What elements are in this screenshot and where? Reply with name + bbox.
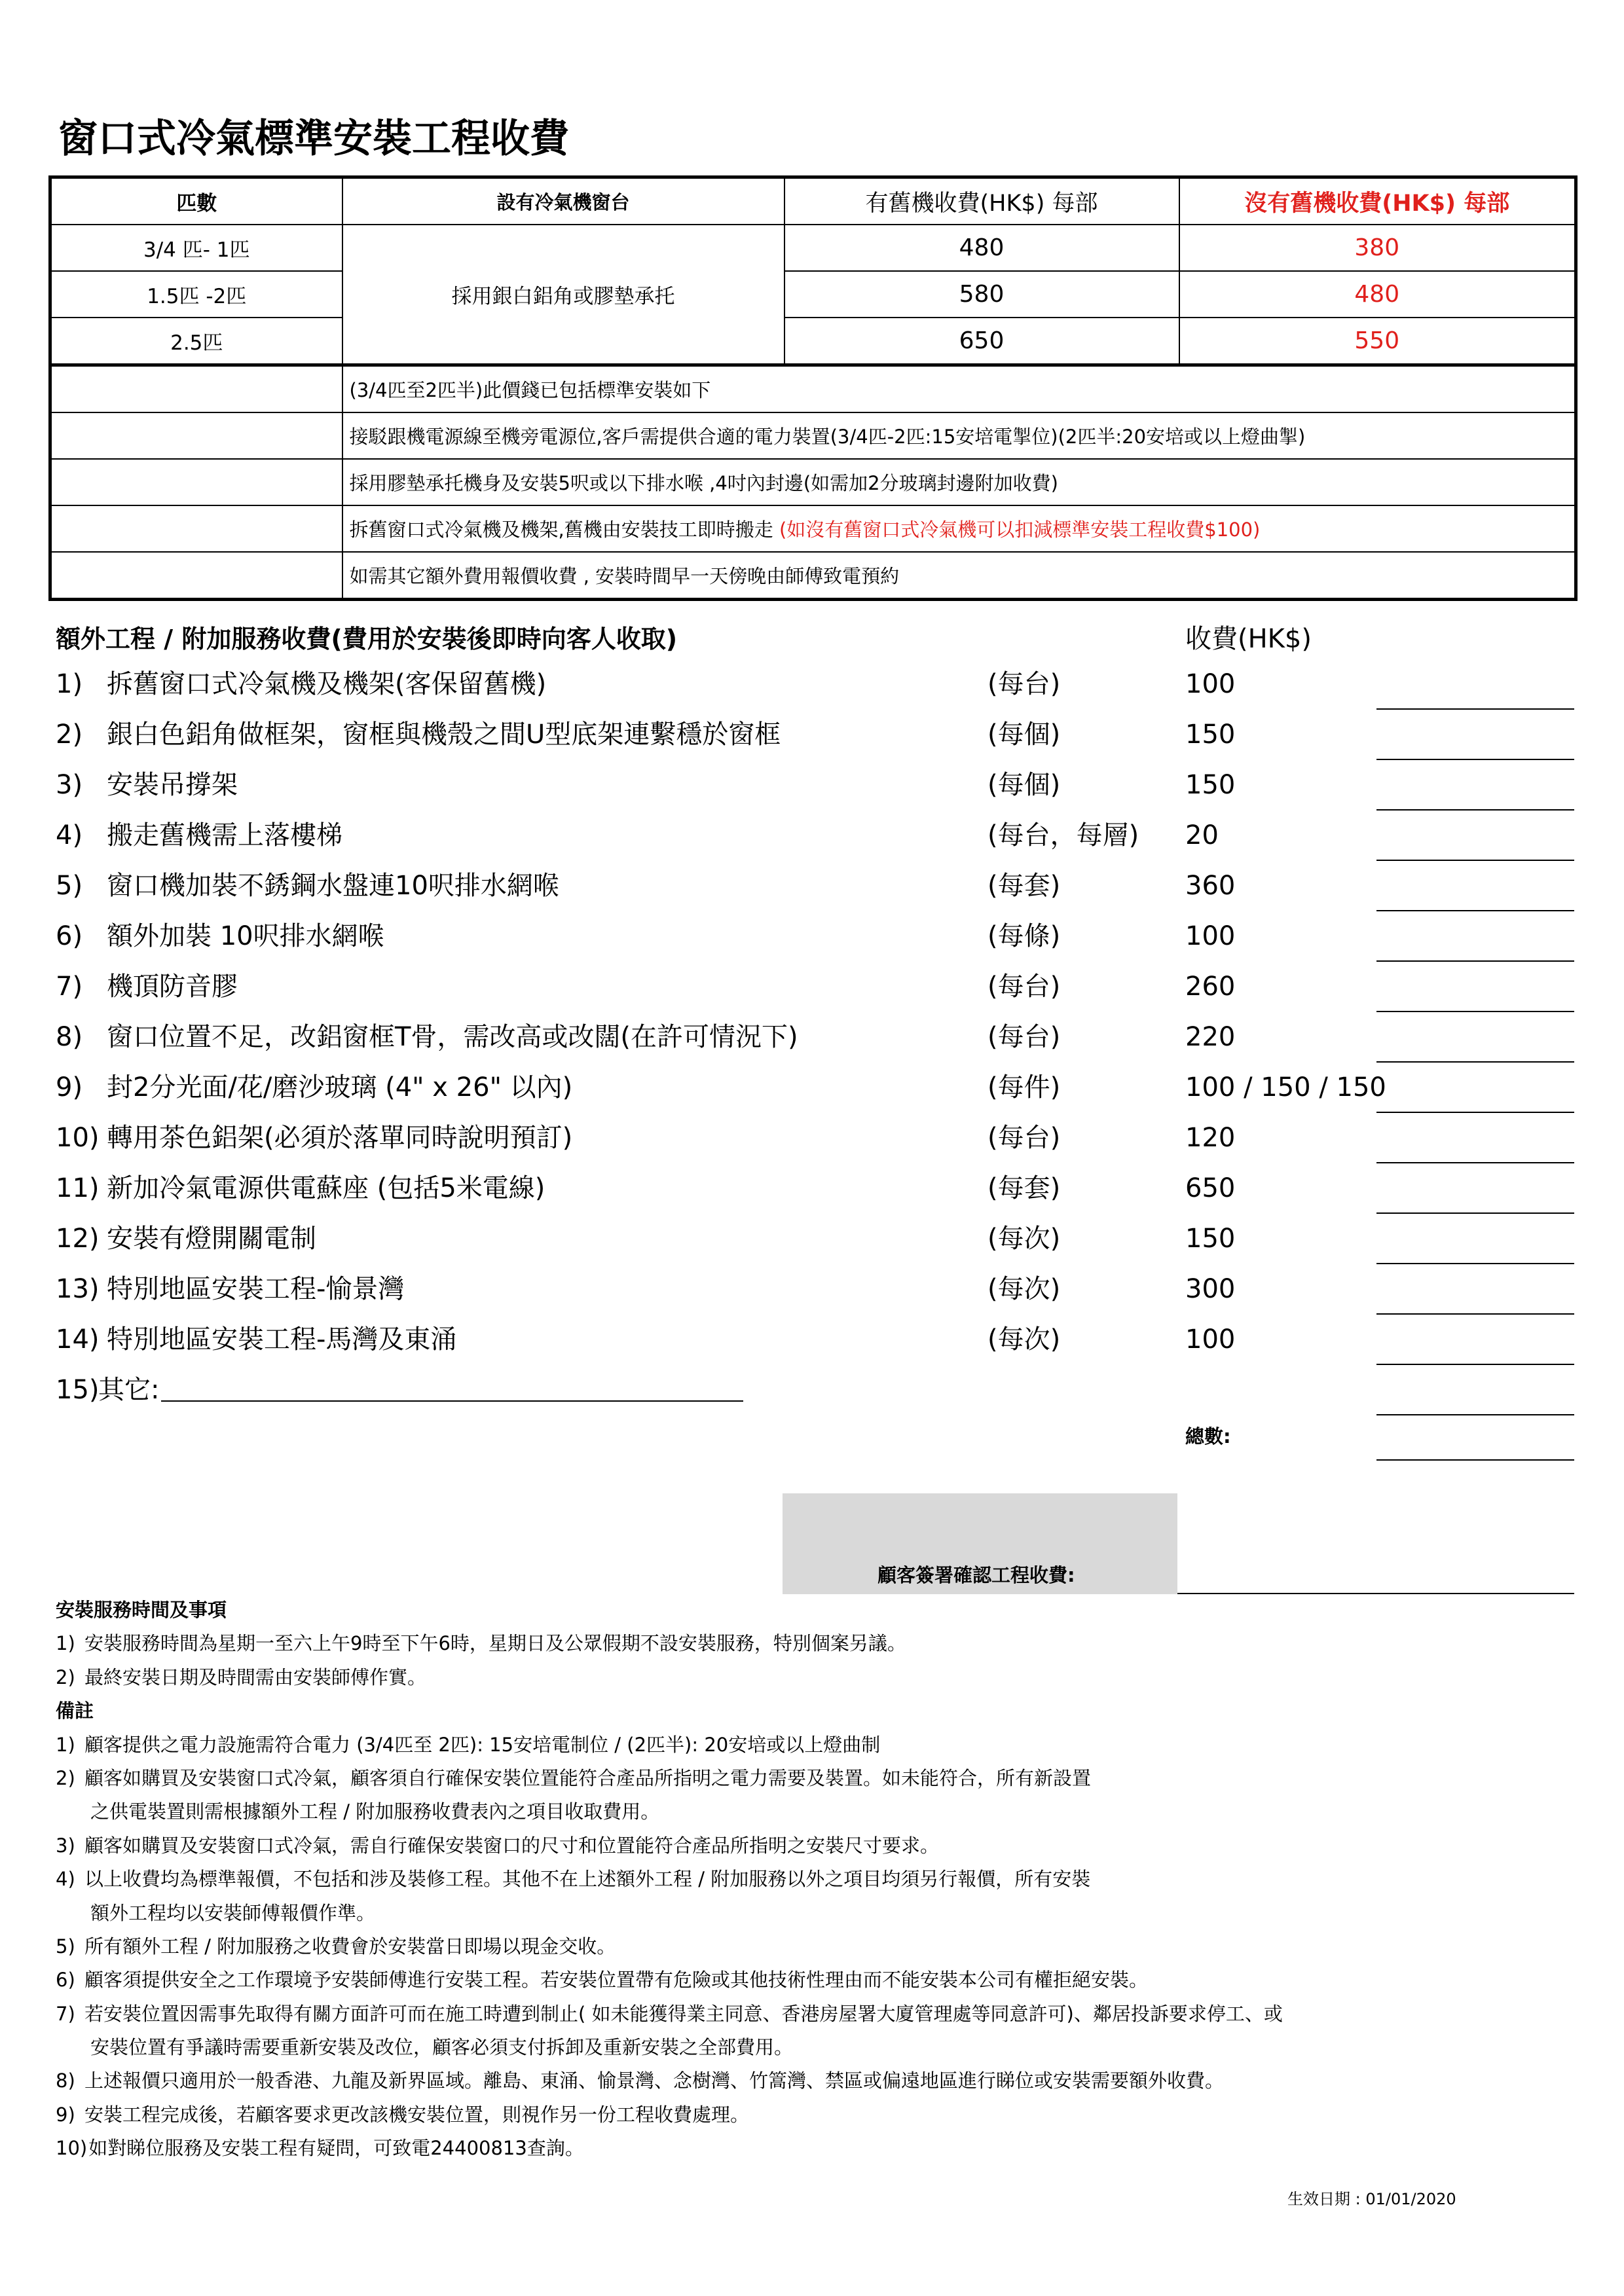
extra-item-row (0, 811, 1624, 861)
fee-column-heading: 收費(HK$) (1185, 624, 1312, 654)
remarks-item-line (56, 1863, 1562, 1896)
effective-date: 生效日期 : 01/01/2020 (1287, 2190, 1456, 2208)
extra-item-unit: (每台) (987, 1022, 1061, 1052)
extra-item-unit: (每個) (987, 770, 1061, 800)
header-bracket: 設有冷氣機窗台 (342, 177, 784, 225)
remarks-item-number: 9) (56, 2103, 75, 2126)
extra-item-unit: (每台) (987, 972, 1061, 1002)
extra-item-row (0, 1214, 1624, 1264)
extra-item-row (0, 1063, 1624, 1113)
remarks-item-text: 以上收費均為標準報價，不包括和涉及裝修工程。其他不在上述額外工程 / 附加服務以外之項目均須另行報價，所有安裝 (84, 1868, 1091, 1891)
service-item-number: 1) (56, 1632, 75, 1655)
extra-item-number: 5) (56, 871, 83, 901)
capacity-cell: 2.5匹 (50, 318, 342, 365)
price-without-old-cell: 550 (1179, 318, 1576, 365)
included-text: 如需其它額外費用報價收費 , 安裝時間早一天傍晚由師傅致電預約 (342, 552, 1576, 600)
remarks-item-number: 8) (56, 2069, 75, 2092)
signature-label: 顧客簽署確認工程收費: (877, 1564, 1075, 1586)
other-label: 其它: (98, 1375, 160, 1405)
extra-item-unit: (每次) (987, 1274, 1061, 1304)
price-with-old-cell: 480 (784, 225, 1179, 271)
extra-item-price: 360 (1185, 871, 1236, 901)
service-heading: 安裝服務時間及事項 (56, 1599, 227, 1621)
extra-item-row (0, 1163, 1624, 1214)
page-title: 窗口式冷氣標準安裝工程收費 (58, 116, 569, 162)
extra-item-number: 4) (56, 820, 83, 850)
included-text: 拆舊窗口式冷氣機及機架,舊機由安裝技工即時搬走 (349, 519, 779, 541)
remarks-item-text: 顧客如購買及安裝窗口式冷氣，需自行確保安裝窗口的尺寸和位置能符合產品所指明之安裝尺寸要求。 (84, 1834, 940, 1857)
extra-item-unit: (每套) (987, 1173, 1061, 1203)
remarks-item-number: 2) (56, 1766, 75, 1789)
extra-item-number: 9) (56, 1072, 83, 1102)
extras-heading: 額外工程 / 附加服務收費(費用於安裝後即時向客人收取) (56, 625, 678, 653)
extra-item-unit: (每套) (987, 871, 1061, 901)
blank-cell (50, 412, 342, 459)
extra-item-price: 120 (1185, 1123, 1236, 1153)
extra-item-row-other (0, 1365, 1624, 1415)
service-item-line (56, 1661, 1562, 1694)
remarks-item-number: 4) (56, 1868, 75, 1891)
extra-item-unit: (每個) (987, 720, 1061, 750)
extra-item-row (0, 861, 1624, 911)
extra-item-price: 300 (1185, 1274, 1236, 1304)
remarks-item-text: 顧客提供之電力設施需符合電力 (3/4匹至 2匹): 15安培電制位 / (2匹半): 20安培或以上燈曲制 (84, 1733, 881, 1756)
included-discount-note: (如沒有舊窗口式冷氣機可以扣減標準安裝工程收費$100) (779, 519, 1261, 541)
extra-item-description: 窗口機加裝不銹鋼水盤連10呎排水網喉 (107, 871, 559, 901)
included-text: 採用膠墊承托機身及安裝5呎或以下排水喉 ,4吋內封邊(如需加2分玻璃封邊附加收費) (342, 459, 1576, 505)
extra-item-row (0, 911, 1624, 962)
remarks-item-number: 3) (56, 1834, 75, 1857)
extra-item-amount-line (1376, 1414, 1574, 1415)
extra-item-unit: (每次) (987, 1324, 1061, 1355)
extra-item-number: 10) (56, 1123, 100, 1153)
extra-item-description: 額外加裝 10呎排水網喉 (107, 921, 384, 951)
included-text: (3/4匹至2匹半)此價錢已包括標準安裝如下 (342, 365, 1576, 413)
extra-item-description: 窗口位置不足，改鋁窗框T骨，需改高或改闊(在許可情況下) (107, 1022, 798, 1052)
remarks-item-line (56, 1930, 1562, 1963)
remarks-heading: 備註 (56, 1700, 94, 1722)
table-row (50, 225, 1576, 271)
extra-item-price: 220 (1185, 1022, 1236, 1052)
extra-item-row (0, 1315, 1624, 1365)
remarks-item-text: 如對睇位服務及安裝工程有疑問，可致電24400813查詢。 (88, 2137, 584, 2160)
extra-item-unit: (每次) (987, 1224, 1061, 1254)
extra-item-description: 安裝有燈開關電制 (107, 1224, 316, 1254)
service-item-text: 安裝服務時間為星期一至六上午9時至下午6時，星期日及公眾假期不設安裝服務，特別個案另議。 (84, 1632, 906, 1655)
bracket-method-cell: 採用銀白鋁角或膠墊承托 (342, 225, 784, 365)
extra-item-description: 特別地區安裝工程-愉景灣 (107, 1274, 405, 1304)
extra-item-row (0, 760, 1624, 811)
remarks-item-number: 7) (56, 2002, 75, 2025)
extra-item-description: 特別地區安裝工程-馬灣及東涌 (107, 1324, 457, 1355)
table-header-row (50, 177, 1576, 225)
remarks-item-line (56, 1829, 1562, 1863)
capacity-cell: 3/4 匹- 1匹 (50, 225, 342, 271)
remarks-item-line (56, 1762, 1562, 1795)
remarks-item-text: 上述報價只適用於一般香港、九龍及新界區域。離島、東涌、愉景灣、念樹灣、竹篙灣、禁區或偏遠地區進行睇位或安裝需要額外收費。 (84, 2069, 1225, 2092)
extra-item-unit: (每件) (987, 1072, 1061, 1102)
remarks-item-number: 6) (56, 1969, 75, 1992)
extra-item-description: 銀白色鋁角做框架，窗框與機殼之間U型底架連繫穩於窗框 (107, 720, 781, 750)
extra-item-row (0, 962, 1624, 1012)
extra-item-row (0, 659, 1624, 710)
remarks-item-text: 所有額外工程 / 附加服務之收費會於安裝當日即場以現金交收。 (84, 1935, 616, 1958)
header-price-without-old-unit: 沒有舊機收費(HK$) 每部 (1179, 177, 1576, 225)
extra-item-unit: (每台) (987, 1123, 1061, 1153)
included-row (50, 459, 1576, 505)
service-item-line (56, 1627, 1562, 1660)
total-label: 總數: (1185, 1425, 1231, 1448)
remarks-item-text: 顧客須提供安全之工作環境予安裝師傅進行安裝工程。若安裝位置帶有危險或其他技術性理由而不能安裝本公司有權拒絕安裝。 (84, 1969, 1149, 1992)
notes-section (56, 1594, 1562, 2166)
included-row (50, 365, 1576, 413)
remarks-item-line (56, 1728, 1562, 1762)
service-item-number: 2) (56, 1666, 75, 1688)
extra-item-price: 150 (1185, 720, 1236, 750)
capacity-cell: 1.5匹 -2匹 (50, 271, 342, 318)
extra-item-description: 機頂防音膠 (107, 972, 238, 1002)
remarks-item-line (56, 1963, 1562, 1997)
extra-item-number: 2) (56, 720, 83, 750)
extra-item-description: 搬走舊機需上落樓梯 (107, 820, 342, 850)
extra-item-price: 100 (1185, 669, 1236, 699)
service-item-text: 最終安裝日期及時間需由安裝師傅作實。 (84, 1666, 427, 1688)
extra-item-description: 新加冷氣電源供電蘇座 (包括5米電線) (107, 1173, 545, 1203)
remarks-item-number: 5) (56, 1935, 75, 1958)
extra-item-number: 14) (56, 1324, 100, 1355)
extra-item-number: 11) (56, 1173, 100, 1203)
extra-item-number: 3) (56, 770, 83, 800)
extra-item-price: 100 (1185, 1324, 1236, 1355)
header-price-with-old-unit: 有舊機收費(HK$) 每部 (784, 177, 1179, 225)
remarks-item-text: 若安裝位置因需事先取得有關方面許可而在施工時遭到制止( 如未能獲得業主同意、香港房屋署大廈管理處等同意許可)、鄰居投訴要求停工、或 (84, 2002, 1283, 2025)
price-without-old-cell: 480 (1179, 271, 1576, 318)
extra-item-description: 轉用茶色鋁架(必須於落單同時說明預訂) (107, 1123, 573, 1153)
remarks-item-text: 額外工程均以安裝師傅報價作準。 (90, 1901, 376, 1924)
extra-item-unit: (每台) (987, 669, 1061, 699)
extra-item-number: 13) (56, 1274, 100, 1304)
remarks-item-line (56, 1997, 1562, 2031)
extra-item-unit: (每條) (987, 921, 1061, 951)
price-without-old-cell: 380 (1179, 225, 1576, 271)
extra-item-number: 8) (56, 1022, 83, 1052)
included-cell (342, 505, 1576, 552)
header-capacity: 匹數 (50, 177, 342, 225)
blank-cell (50, 552, 342, 600)
price-with-old-cell: 650 (784, 318, 1179, 365)
blank-cell (50, 365, 342, 413)
extra-item-description: 安裝吊撐架 (107, 770, 238, 800)
included-row (50, 552, 1576, 600)
extra-item-row (0, 1012, 1624, 1063)
extra-item-price: 260 (1185, 972, 1236, 1002)
extra-item-description: 拆舊窗口式冷氣機及機架(客保留舊機) (107, 669, 547, 699)
total-amount-line (1376, 1459, 1574, 1461)
extra-item-price: 20 (1185, 820, 1219, 850)
remarks-item-text: 之供電裝置則需根據額外工程 / 附加服務收費表內之項目收取費用。 (90, 1800, 660, 1823)
extra-item-number: 6) (56, 921, 83, 951)
remarks-item-text: 顧客如購買及安裝窗口式冷氣，顧客須自行確保安裝位置能符合產品所指明之電力需要及裝置。如未能符合，所有新設置 (84, 1766, 1092, 1789)
remarks-item-number: 1) (56, 1733, 75, 1756)
remarks-item-line (56, 2132, 1562, 2165)
extra-item-number: 15) (56, 1375, 100, 1405)
standard-price-table (48, 175, 1578, 601)
blank-cell (50, 459, 342, 505)
extra-item-row (0, 710, 1624, 760)
signature-box (783, 1493, 1177, 1594)
remarks-item-line (56, 2064, 1562, 2098)
remarks-item-number: 10) (56, 2137, 88, 2160)
extras-list (0, 659, 1624, 1415)
remarks-item-text: 安裝位置有爭議時需要重新安裝及改位，顧客必須支付拆卸及重新安裝之全部費用。 (90, 2036, 794, 2059)
table-row (50, 271, 1576, 318)
extra-item-price: 150 (1185, 1224, 1236, 1254)
table-row (50, 318, 1576, 365)
extra-item-row (0, 1113, 1624, 1163)
extra-item-description: 封2分光面/花/磨沙玻璃 (4" x 26" 以內) (107, 1072, 573, 1102)
price-with-old-cell: 580 (784, 271, 1179, 318)
included-text: 接駁跟機電源線至機旁電源位,客戶需提供合適的電力裝置(3/4匹-2匹:15安培電掣位)(2匹半:20安培或以上燈曲掣) (342, 412, 1576, 459)
extra-item-number: 7) (56, 972, 83, 1002)
extra-item-price: 100 / 150 / 150 (1185, 1072, 1386, 1102)
remarks-item-line (56, 1897, 1562, 1930)
included-row (50, 505, 1576, 552)
blank-cell (50, 505, 342, 552)
extra-item-price: 100 (1185, 921, 1236, 951)
extra-item-unit: (每台，每層) (987, 820, 1139, 850)
remarks-item-line (56, 2098, 1562, 2132)
extra-item-price: 150 (1185, 770, 1236, 800)
remarks-item-line (56, 2031, 1562, 2064)
other-fill-line (161, 1400, 743, 1402)
extra-item-price: 650 (1185, 1173, 1236, 1203)
remarks-item-text: 安裝工程完成後，若顧客要求更改該機安裝位置，則視作另一份工程收費處理。 (84, 2103, 750, 2126)
extra-item-number: 12) (56, 1224, 100, 1254)
remarks-item-line (56, 1795, 1562, 1829)
extra-item-number: 1) (56, 669, 83, 699)
extra-item-row (0, 1264, 1624, 1315)
included-row (50, 412, 1576, 459)
